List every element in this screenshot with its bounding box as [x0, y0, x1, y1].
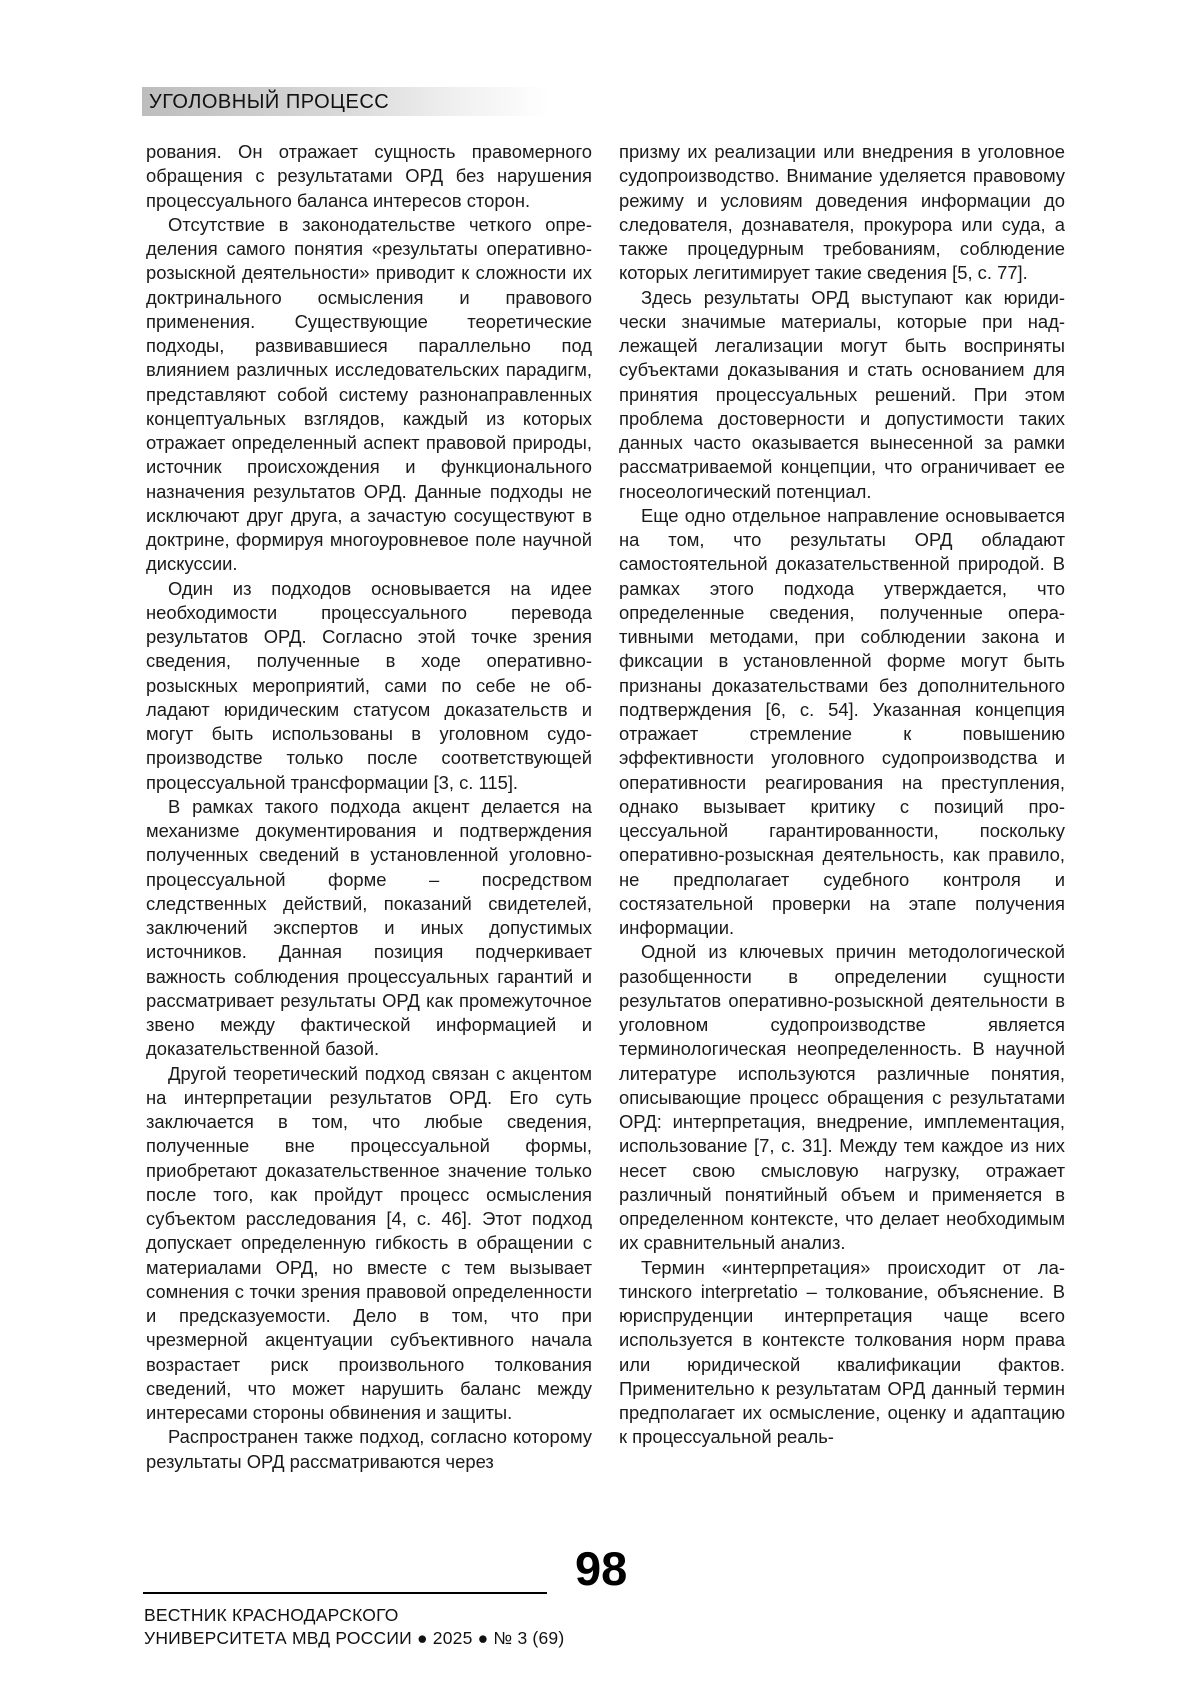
section-title: УГОЛОВНЫЙ ПРОЦЕСС [149, 91, 390, 113]
paragraph: В рамках такого подхода акцент делается на механизме документирования и подтверждения полученных сведений в установленной уголовно-процессуальной форме – посредством следственных действий, показаний свидетелей, заключений экспертов и иных допустимых источников. Данная позиция подчеркивает важность соблюдения процессуальных гарантий и рассматривает результаты ОРД как промежуточное звено между фактической информацией и доказательственной базой. [146, 795, 592, 1060]
left-text-column [146, 140, 592, 1512]
paragraph: Другой теоретический подход связан с акцентом на интерпретации результатов ОРД. Его суть заключается в том, что любые сведения, полученные вне процессуальной формы, приобретают доказательственное значение только после того, как пройдут процесс осмысления субъектом расследования [4, с. 46]. Этот подход допускает определенную гибкость в обращении с материалами ОРД, но вместе с тем вызывает сомнения с точки зрения правовой определенности и предсказуемости. Дело в том, что при чрезмерной акцентуации субъективного начала возрастает риск произвольного толкования сведений, что может нарушить баланс между интересами стороны обвинения и защиты. [146, 1062, 592, 1423]
paragraph: Распространен также подход, согласно которому результаты ОРД рассматриваются через [146, 1426, 592, 1472]
paragraph: Один из подходов основывается на идее необходимости процессуального перевода результатов ОРД. Согласно этой точке зрения сведения, полученные в ходе оперативнорозыскных мероприятий, сами по себе не обладают юридическим статусом доказательств и могут быть использованы в уголовном судопроизводстве только после соответствующей процессуальной трансформации [3, с. 115]. [146, 577, 592, 793]
paragraph: Одной из ключевых причин методологической разобщенности в определении сущности результатов оперативно-розыскной деятельности в уголовном судопроизводстве является терминологическая неопределенность. В научной литературе используются различные понятия, описывающие процесс обращения с результатами ОРД: интерпретация, внедрение, имплементация, использование [7, с. 31]. Между тем каждое из них несет свою смысловую нагрузку, отражает различный понятийный объем и применяется в определенном контексте, что делает необходимым их сравнительный анализ. [619, 941, 1065, 1254]
footer-divider [143, 1592, 547, 1594]
page-number: 98 [575, 1542, 628, 1595]
paragraph: призму их реализации или внедрения в уголовное судопроизводство. Внимание уделяется правовому режиму и условиям доведения информации до следователя, дознавателя, прокурора или суда, а также процедурным требованиям, соблюдение которых легитимирует такие сведения [5, с. 77]. [619, 141, 1065, 284]
paragraph: Здесь результаты ОРД выступают как юридически значимые материалы, которые при надлежащей легализации могут быть восприняты субъектами доказывания и стать основанием для принятия процессуальных решений. При этом проблема достоверности и допустимости таких данных часто оказывается вынесенной за рамки рассматриваемой концепции, что ограничивает ее гносеологический потенциал. [619, 286, 1065, 502]
paragraph: Термин «интерпретация» происходит от латинского interpretatio – толкование, объяснение. В юриспруденции интерпретация чаще всего используется в контексте толкования норм права или юридической квалификации фактов. Применительно к результатам ОРД данный термин предполагает их осмысление, оценку и адаптацию к процессуальной реаль- [619, 1256, 1065, 1448]
journal-title-line-1: ВЕСТНИК КРАСНОДАРСКОГО [144, 1605, 399, 1625]
right-text-column [619, 140, 1065, 1512]
paragraph: Отсутствие в законодательстве четкого определения самого понятия «результаты оперативно-розыскной деятельности» приводит к сложности их доктринального осмысления и правового применения. Существующие теоретические подходы, развивавшиеся параллельно под влиянием различных исследовательских парадигм, представляют собой систему разнонаправленных концептуальных взглядов, каждый из которых отражает определенный аспект правовой природы, источник происхождения и функционального назначения результатов ОРД. Данные подходы не исключают друг друга, а зачастую сосуществуют в доктрине, формируя многоуровневое поле научной дискуссии. [146, 213, 592, 575]
paragraph: Еще одно отдельное направление основывается на том, что результаты ОРД обладают самостоятельной доказательственной природой. В рамках этого подхода утверждается, что определенные сведения, полученные оперативными методами, при соблюдении закона и фиксации в установленной форме могут быть признаны доказательствами без дополнительного подтверждения [6, с. 54]. Указанная концепция отражает стремление к повышению эффективности уголовного судопроизводства и оперативности реагирования на преступления, однако вызывает критику с позиций процессуальной гарантированности, поскольку оперативно-розыскная деятельность, как правило, не предполагает судебного контроля и состязательной проверки на этапе получения информации. [619, 504, 1065, 938]
paragraph: рования. Он отражает сущность правомерного обращения с результатами ОРД без нарушения процессуального баланса интересов сторон. [146, 141, 592, 211]
journal-title-line-2: УНИВЕРСИТЕТА МВД РОССИИ ● 2025 ● № 3 (69) [144, 1628, 565, 1648]
